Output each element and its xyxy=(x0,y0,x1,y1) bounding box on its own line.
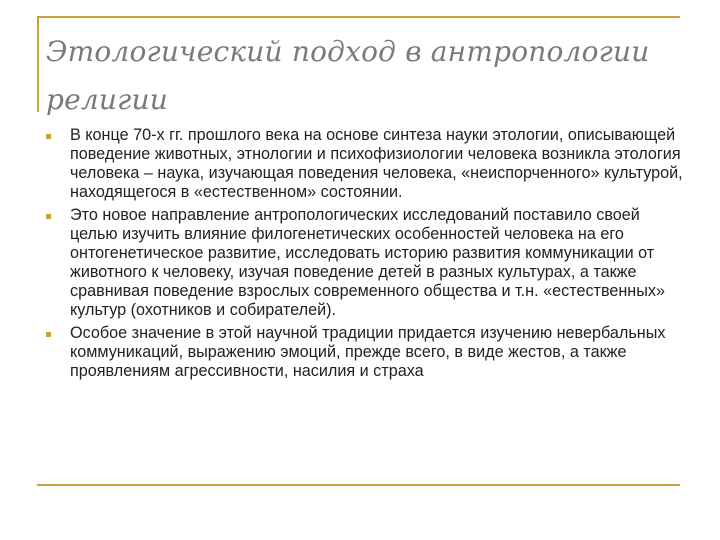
bullet-list xyxy=(46,126,686,385)
left-accent-line xyxy=(37,16,39,112)
square-bullet-icon xyxy=(46,134,51,139)
square-bullet-icon xyxy=(46,214,51,219)
bullet-item xyxy=(46,206,686,320)
square-bullet-icon xyxy=(46,332,51,337)
bullet-item xyxy=(46,126,686,202)
bullet-item xyxy=(46,324,686,381)
slide-title: Этологический подход в антропологии религии xyxy=(46,35,650,116)
bullet-text: Особое значение в этой научной традиции придается изучению невербальных коммуникаций, выражению эмоций, прежде всего, в виде жестов, а также проявлениям агрессивности, насилия и страха xyxy=(70,324,666,380)
bullet-text: В конце 70-х гг. прошлого века на основе синтеза науки этологии, описывающей поведение животных, этнологии и психофизиологии человека возникла этология человека – наука, изучающая поведения человека, «неиспорченного» культурой, находящегося в «естественном» состоянии. xyxy=(70,126,683,201)
top-accent-line xyxy=(37,16,680,18)
bottom-accent-line xyxy=(37,484,680,486)
bullet-text: Это новое направление антропологических исследований поставило своей целью изучить влияние филогенетических особенностей человека на его онтогенетическое развитие, исследовать историю развития коммуникации от животного к человеку, изучая поведение детей в разных культурах, а также сравнивая поведение взрослых современного общества и т.н. «естественных» культур (охотников и собирателей). xyxy=(70,206,665,319)
